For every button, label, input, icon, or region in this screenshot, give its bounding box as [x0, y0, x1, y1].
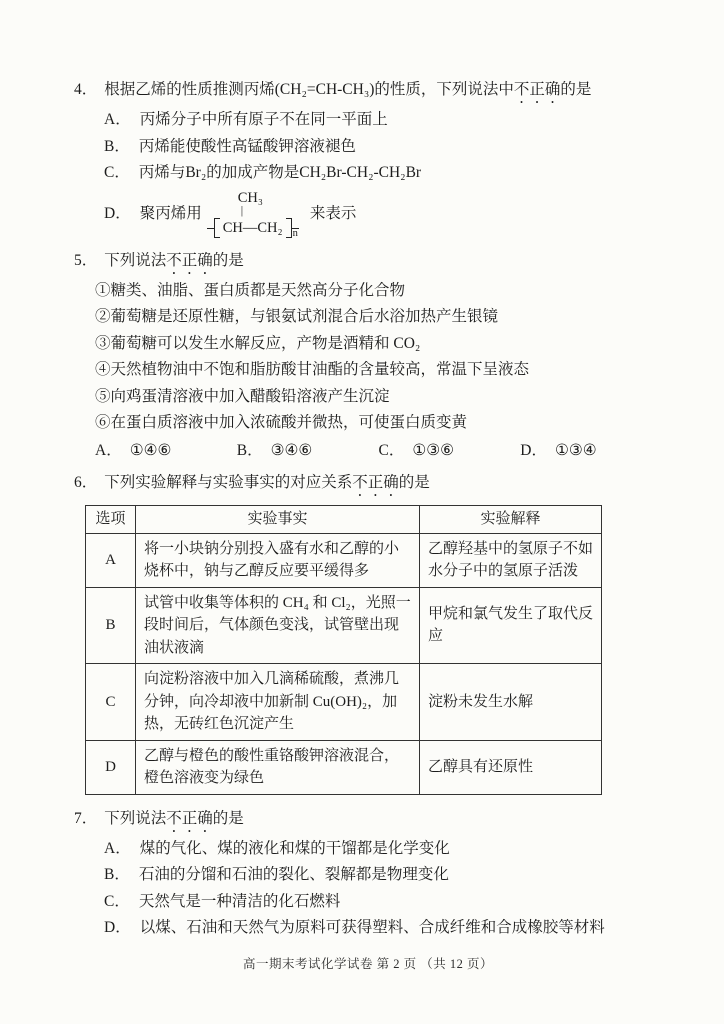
question-6-stem-suffix: 的是: [398, 474, 430, 491]
question-5-number: 5．: [74, 251, 98, 269]
answer-value: ①③④: [554, 441, 597, 459]
question-5-stem-emphasis: 不正确: [166, 251, 213, 269]
structure-repeat-unit: [214, 217, 298, 238]
option-label: B．: [104, 137, 130, 155]
question-7-number: 7．: [74, 809, 98, 827]
option-label: C．: [104, 892, 130, 910]
statement-4: ④天然植物油中不饱和脂肪酸甘油酯的含量较高，常温下呈液态: [95, 361, 530, 378]
row-explanation: 淀粉未发生水解: [420, 664, 602, 741]
question-5: [74, 247, 662, 465]
row-option: D: [86, 740, 136, 794]
polymer-bracket-right-icon: [286, 218, 292, 238]
question-4-stem: [74, 76, 662, 107]
question-4-stem-suffix: 的是: [560, 81, 592, 98]
option-label: A．: [104, 839, 131, 857]
question-7-option-c: [104, 889, 662, 916]
question-7-option-a: [104, 836, 662, 863]
question-7-option-b: [104, 862, 662, 889]
structure-subscript-n: n: [292, 227, 298, 239]
answer-label: D．: [520, 441, 547, 459]
header-experiment-explanation: 实验解释: [420, 506, 602, 534]
table-row-a: [86, 533, 602, 587]
option-label: C．: [104, 164, 130, 181]
option-text: 天然气是一种清洁的化石燃料: [138, 892, 341, 910]
question-6-stem-text: 下列实验解释与实验事实的对应关系: [104, 474, 353, 491]
header-experiment-fact: 实验事实: [136, 506, 420, 534]
option-text: 丙烯分子中所有原子不在同一平面上: [139, 111, 388, 128]
question-4-option-c: [104, 160, 662, 187]
option-text: 丙烯与Br₂的加成产物是CH₂Br-CH₂-CH₂Br: [138, 164, 422, 181]
structure-backbone: CH—CH₂: [222, 219, 283, 236]
answer-value: ③④⑥: [270, 441, 313, 459]
question-7-stem: [74, 805, 662, 836]
question-6-stem: [74, 469, 662, 500]
question-6-number: 6．: [74, 474, 98, 491]
row-fact: 乙醇与橙色的酸性重铬酸钾溶液混合，橙色溶液变为绿色: [136, 740, 420, 794]
row-option: A: [86, 533, 136, 587]
question-5-answer-b: [237, 437, 379, 465]
question-5-answer-a: [95, 437, 237, 465]
question-4-option-d: [104, 188, 662, 242]
question-6-stem-emphasis: 不正确: [352, 474, 399, 491]
question-7-stem-emphasis: 不正确: [166, 809, 213, 827]
row-fact: 向淀粉溶液中加入几滴稀硫酸，煮沸几分钟，向冷却液中加新制 Cu(OH)₂，加热，无砖红色沉淀产生: [136, 664, 420, 741]
option-text: 煤的气化、煤的液化和煤的干馏都是化学变化: [139, 839, 450, 857]
option-label: A．: [104, 111, 131, 128]
option-text: 丙烯能使酸性高锰酸钾溶液褪色: [138, 137, 356, 155]
option-text: 以煤、石油和天然气为原料可获得塑料、合成纤维和合成橡胶等材料: [139, 919, 605, 936]
row-fact: 试管中收集等体积的 CH₄ 和 Cl₂，光照一段时间后，气体颜色变浅，试管壁出现油状液滴: [136, 587, 420, 664]
row-option: C: [86, 664, 136, 741]
statement-1: ①糖类、油脂、蛋白质都是天然高分子化合物: [95, 281, 406, 299]
question-5-answer-c: [379, 437, 521, 465]
question-4-option-a: [104, 107, 662, 134]
exam-content: [74, 76, 662, 972]
row-explanation: 甲烷和氯气发生了取代反应: [420, 587, 602, 664]
question-5-statements: [95, 278, 662, 437]
structure-bond: |: [240, 203, 244, 217]
statement-2: ②葡萄糖是还原性糖，与银氨试剂混合后水浴加热产生银镜: [95, 308, 499, 325]
table-row-b: [86, 587, 602, 664]
answer-label: A．: [95, 441, 122, 459]
row-explanation: 乙醇具有还原性: [420, 740, 602, 794]
option-label: D．: [104, 919, 131, 936]
statement-5: ⑤向鸡蛋清溶液中加入醋酸铅溶液产生沉淀: [95, 387, 390, 405]
option-text-after: 来表示: [309, 205, 357, 223]
question-7-option-d: [104, 915, 662, 942]
question-7: [74, 805, 662, 942]
question-5-answer-d: [520, 437, 662, 465]
page-footer: 高一期末考试化学试卷 第 2 页 （共 12 页）: [242, 956, 493, 971]
answer-value: ①④⑥: [129, 441, 172, 459]
question-4-option-b: [104, 134, 662, 161]
polymer-bracket-left-icon: [214, 218, 220, 238]
statement-3: ③葡萄糖可以发生水解反应，产物是酒精和 CO₂: [95, 334, 421, 352]
question-5-stem-suffix: 的是: [212, 251, 244, 269]
structure-methyl-group: CH₃: [237, 190, 263, 206]
table-header-row: [86, 506, 602, 534]
question-7-stem-text: 下列说法: [104, 809, 167, 827]
row-option: B: [86, 587, 136, 664]
question-7-stem-suffix: 的是: [212, 809, 244, 827]
option-text: 石油的分馏和石油的裂化、裂解都是物理变化: [138, 866, 449, 883]
question-4-stem-text: 根据乙烯的性质推测丙烯(CH₂=CH-CH₃)的性质，下列说法中: [104, 81, 514, 98]
question-4: [74, 76, 662, 242]
answer-label: C．: [378, 441, 405, 459]
table-row-d: [86, 740, 602, 794]
header-option: 选项: [86, 506, 136, 534]
option-label: D．: [104, 205, 131, 223]
question-5-answer-row: [95, 437, 662, 465]
question-6: [74, 469, 662, 795]
question-4-options: [104, 107, 662, 242]
option-label: B．: [104, 866, 130, 883]
answer-value: ①③⑥: [412, 441, 455, 459]
row-fact: 将一小块钠分别投入盛有水和乙醇的小烧杯中，钠与乙醇反应要平缓得多: [136, 533, 420, 587]
option-text-before: 聚丙烯用: [139, 205, 202, 223]
question-7-options: [104, 836, 662, 942]
polypropylene-structure: [214, 191, 298, 238]
answer-label: B．: [236, 441, 263, 459]
question-4-stem-emphasis: 不正确: [513, 81, 561, 98]
experiment-table: [85, 505, 602, 795]
row-explanation: 乙醇羟基中的氢原子不如水分子中的氢原子活泼: [420, 533, 602, 587]
question-5-stem-text: 下列说法: [104, 251, 167, 269]
question-5-stem: [74, 247, 662, 278]
question-4-number: 4．: [74, 81, 98, 98]
statement-6: ⑥在蛋白质溶液中加入浓硫酸并微热，可使蛋白质变黄: [95, 414, 468, 431]
table-row-c: [86, 664, 602, 741]
